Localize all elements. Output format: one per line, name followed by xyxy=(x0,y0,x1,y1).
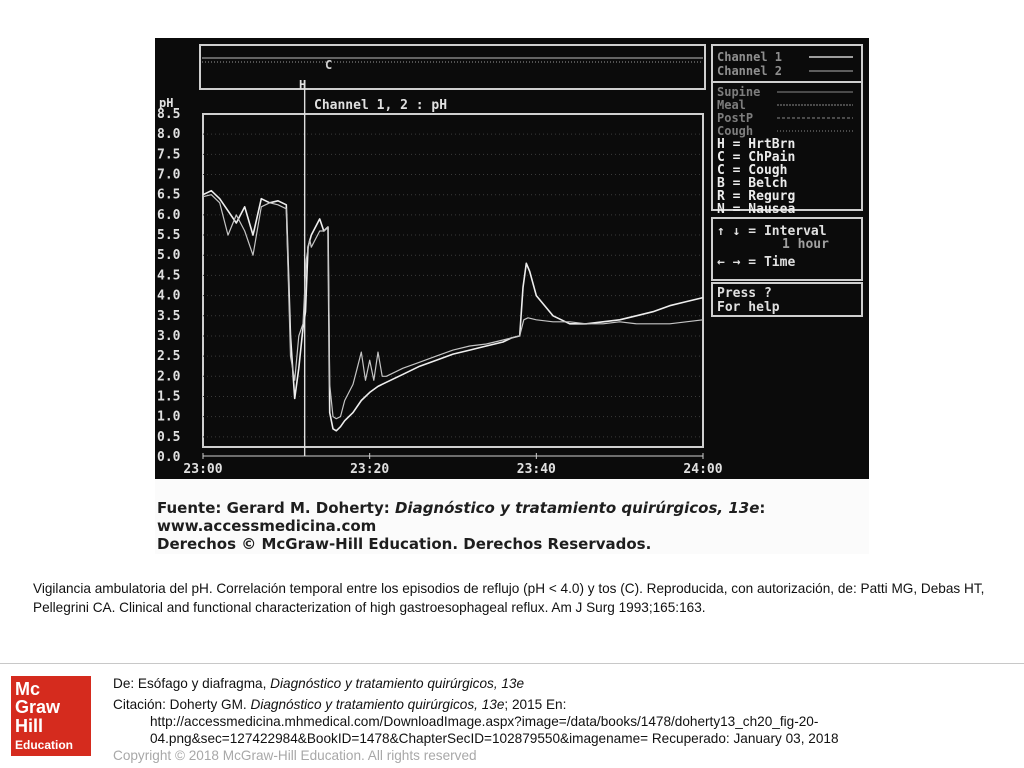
y-tick-1.5: 1.5 xyxy=(157,389,181,405)
legend-channel-1: Channel 1 xyxy=(717,50,783,64)
header-h-mark: H xyxy=(299,78,307,92)
legend-event-0: H = HrtBrn xyxy=(717,137,796,152)
y-tick-8.5: 8.5 xyxy=(157,107,181,122)
x-tick-23:40: 23:40 xyxy=(516,462,556,477)
citation-suffix: ; 2015 En: xyxy=(504,697,567,712)
figure-source-block xyxy=(155,479,869,554)
de-title: Diagnóstico y tratamiento quirúrgicos, 13e xyxy=(270,676,525,691)
y-axis-label: pH xyxy=(159,96,174,110)
y-tick-2.5: 2.5 xyxy=(157,349,181,365)
figure-caption: Vigilancia ambulatoria del pH. Correlación temporal entre los episodios de reflujo (pH < 4.0) y tos (C). Reproducida, con autorización, de: Patti MG, Debas HT, Pellegrini CA. Clinical and functional characterization of high gastroesophageal reflux. Am J Surg 1993;165:163. xyxy=(33,581,985,615)
logo-line-1: Mc xyxy=(15,679,41,699)
y-tick-7.5: 7.5 xyxy=(157,147,181,163)
legend-event-2: C = Cough xyxy=(717,163,788,178)
y-tick-0.0: 0.0 xyxy=(157,450,181,465)
legend-position-cough: Cough xyxy=(717,124,754,138)
legend-help-line-2: For help xyxy=(717,300,780,315)
legend-event-4: R = Regurg xyxy=(717,189,796,204)
footer-divider xyxy=(0,663,1024,664)
x-tick-24:00: 24:00 xyxy=(683,462,723,477)
mcgraw-hill-logo xyxy=(11,676,91,756)
y-tick-1.0: 1.0 xyxy=(157,409,181,425)
y-tick-8.0: 8.0 xyxy=(157,127,181,143)
source-line-3: Derechos © McGraw-Hill Education. Derechos Reservados. xyxy=(157,535,652,553)
y-tick-5.0: 5.0 xyxy=(157,248,181,264)
legend-event-3: B = Belch xyxy=(717,176,788,191)
y-tick-3.0: 3.0 xyxy=(157,328,181,344)
de-prefix: De: Esófago y diafragma, xyxy=(113,676,271,691)
legend-interval-value: 1 hour xyxy=(782,237,829,252)
chart-title: Channel 1, 2 : pH xyxy=(314,98,448,113)
legend-interval-label: ↑ ↓ = Interval xyxy=(717,224,827,239)
logo-line-4: Education xyxy=(15,738,74,752)
footer-url-line-2[interactable]: 04.png&sec=127422984&BookID=1478&ChapterSecID=102879550&imagename= Recuperado: January 03, 2018 xyxy=(150,731,839,746)
ph-monitoring-figure xyxy=(155,38,869,554)
legend-event-5: N = Nausea xyxy=(717,202,796,217)
logo-line-2: Graw xyxy=(15,697,61,717)
footer-copyright: Copyright © 2018 McGraw-Hill Education. All rights reserved xyxy=(113,748,477,763)
footer-citation-line xyxy=(113,697,566,712)
header-c-mark: C xyxy=(325,58,333,72)
citation-prefix: Citación: Doherty GM. xyxy=(113,697,251,712)
y-tick-4.5: 4.5 xyxy=(157,268,181,284)
legend-events xyxy=(717,137,795,217)
legend-position-supine: Supine xyxy=(717,85,761,99)
y-tick-7.0: 7.0 xyxy=(157,167,181,183)
x-tick-23:20: 23:20 xyxy=(350,462,390,477)
legend-position-meal: Meal xyxy=(717,98,746,112)
y-tick-3.5: 3.5 xyxy=(157,308,181,324)
ph-chart xyxy=(155,38,869,479)
y-tick-4.0: 4.0 xyxy=(157,288,181,304)
source-line-1 xyxy=(157,499,765,517)
source-suffix: : xyxy=(759,499,766,517)
legend-help-line-1: Press ? xyxy=(717,286,772,301)
legend-event-1: C = ChPain xyxy=(717,150,796,165)
source-title: Diagnóstico y tratamiento quirúrgicos, 13e xyxy=(394,499,760,517)
y-tick-6.5: 6.5 xyxy=(157,187,181,203)
footer-url-line-1[interactable]: http://accessmedicina.mhmedical.com/DownloadImage.aspx?image=/data/books/1478/doherty13_ch20_fig-20- xyxy=(150,714,819,729)
logo-line-3: Hill xyxy=(15,716,44,736)
citation-title: Diagnóstico y tratamiento quirúrgicos, 13e xyxy=(250,697,505,712)
source-line-2: www.accessmedicina.com xyxy=(157,517,377,535)
x-tick-23:00: 23:00 xyxy=(183,462,223,477)
y-tick-2.0: 2.0 xyxy=(157,369,181,385)
footer-de-line xyxy=(113,676,524,691)
source-prefix: Fuente: Gerard M. Doherty: xyxy=(157,499,395,517)
legend-position-postp: PostP xyxy=(717,111,754,125)
legend-time-label: ← → = Time xyxy=(717,255,796,270)
legend-channel-2: Channel 2 xyxy=(717,64,783,78)
y-tick-5.5: 5.5 xyxy=(157,228,181,244)
y-tick-6.0: 6.0 xyxy=(157,207,181,223)
y-tick-0.5: 0.5 xyxy=(157,429,181,445)
